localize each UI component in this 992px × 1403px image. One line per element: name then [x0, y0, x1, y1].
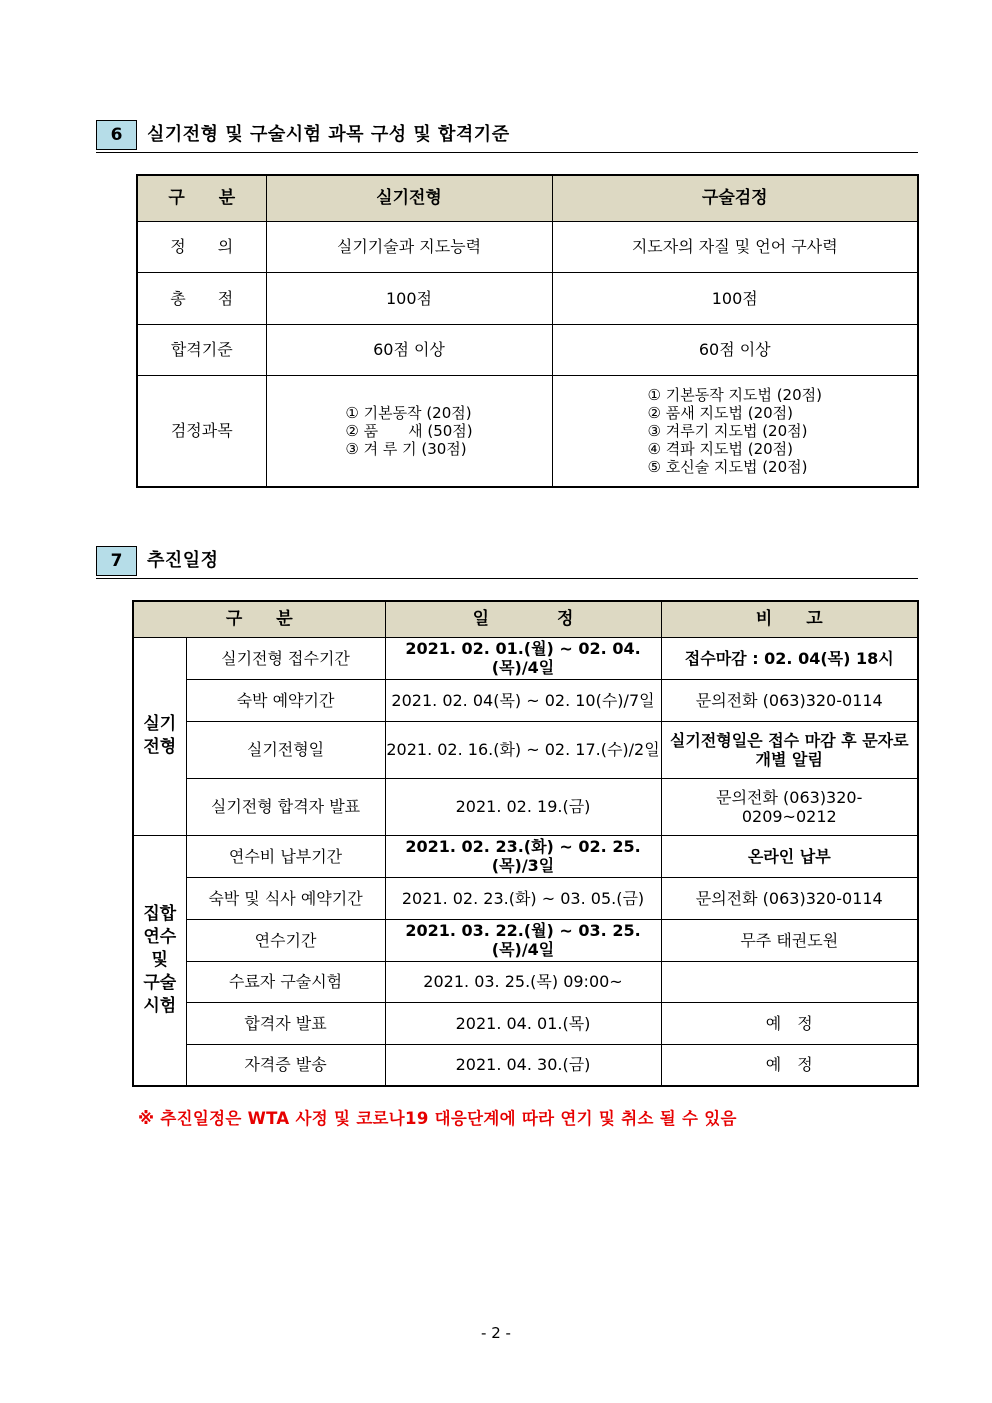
list-item: ① 기본동작 (20점)	[345, 403, 472, 422]
oral-subjects-cell	[552, 375, 918, 487]
remarks-cell: 예 정	[661, 1002, 918, 1044]
table-header-row	[133, 601, 918, 637]
practical-cell: 실기기술과 지도능력	[266, 221, 552, 272]
item-cell: 숙박 및 식사 예약기간	[186, 877, 385, 919]
list-item: ⑤ 호신술 지도법 (20점)	[647, 457, 808, 476]
date-cell: 2021. 03. 25.(목) 09:00~	[385, 961, 661, 1002]
remarks-cell: 접수마감 : 02. 04(목) 18시	[661, 637, 918, 679]
remarks-cell: 문의전화 (063)320-0114	[661, 679, 918, 721]
table-row	[133, 919, 918, 961]
list-item: ④ 격파 지도법 (20점)	[647, 439, 793, 458]
date-cell: 2021. 02. 23.(화) ~ 02. 25.(목)/3일	[385, 835, 661, 877]
remarks-cell: 무주 태권도원	[661, 919, 918, 961]
item-cell: 수료자 구술시험	[186, 961, 385, 1002]
group-label-training: 집합 연수 및 구술 시험	[133, 835, 186, 1086]
section-number: 7	[96, 546, 137, 576]
table-row	[137, 221, 918, 272]
oral-subject-list	[648, 386, 822, 476]
item-cell: 연수비 납부기간	[186, 835, 385, 877]
table-row	[133, 877, 918, 919]
header-category: 구 분	[137, 175, 266, 221]
header-remarks: 비 고	[661, 601, 918, 637]
remarks-cell	[661, 961, 918, 1002]
date-cell: 2021. 02. 19.(금)	[385, 778, 661, 835]
oral-cell: 100점	[552, 272, 918, 324]
item-cell: 실기전형 합격자 발표	[186, 778, 385, 835]
list-item: ② 품 새 (50점)	[345, 421, 473, 440]
table-header-row	[137, 175, 918, 221]
page-number: - 2 -	[481, 1324, 511, 1342]
list-item: ③ 겨루기 지도법 (20점)	[647, 421, 808, 440]
table-row	[133, 1002, 918, 1044]
table-row	[133, 637, 918, 679]
oral-cell: 60점 이상	[552, 324, 918, 375]
row-label: 정 의	[137, 221, 266, 272]
remarks-cell: 문의전화 (063)320-0114	[661, 877, 918, 919]
table-row	[133, 1044, 918, 1086]
section-7-header	[96, 546, 918, 579]
remarks-cell: 온라인 납부	[661, 835, 918, 877]
exam-criteria-table	[136, 174, 919, 488]
remarks-cell: 문의전화 (063)320-0209~0212	[661, 778, 918, 835]
header-practical: 실기전형	[266, 175, 552, 221]
table-row	[137, 375, 918, 487]
oral-cell: 지도자의 자질 및 언어 구사력	[552, 221, 918, 272]
item-cell: 연수기간	[186, 919, 385, 961]
remarks-cell: 예 정	[661, 1044, 918, 1086]
date-cell: 2021. 02. 23.(화) ~ 03. 05.(금)	[385, 877, 661, 919]
table-row	[133, 835, 918, 877]
item-cell: 합격자 발표	[186, 1002, 385, 1044]
row-label: 총 점	[137, 272, 266, 324]
header-schedule: 일 정	[385, 601, 661, 637]
list-item: ② 품새 지도법 (20점)	[647, 403, 793, 422]
row-label: 합격기준	[137, 324, 266, 375]
practical-subjects-cell	[266, 375, 552, 487]
section-title: 추진일정	[147, 550, 219, 571]
date-cell: 2021. 02. 04(목) ~ 02. 10(수)/7일	[385, 679, 661, 721]
remarks-cell: 실기전형일은 접수 마감 후 문자로 개별 알림	[661, 721, 918, 778]
row-label: 검정과목	[137, 375, 266, 487]
schedule-table	[132, 600, 919, 1087]
item-cell: 숙박 예약기간	[186, 679, 385, 721]
table-row	[137, 324, 918, 375]
section-6-header	[96, 120, 918, 153]
table-row	[137, 272, 918, 324]
header-oral: 구술검정	[552, 175, 918, 221]
table-row	[133, 961, 918, 1002]
item-cell: 자격증 발송	[186, 1044, 385, 1086]
practical-subject-list	[345, 404, 472, 458]
date-cell: 2021. 02. 01.(월) ~ 02. 04.(목)/4일	[385, 637, 661, 679]
list-item: ① 기본동작 지도법 (20점)	[647, 385, 822, 404]
table-row	[133, 721, 918, 778]
date-cell: 2021. 04. 01.(목)	[385, 1002, 661, 1044]
practical-cell: 60점 이상	[266, 324, 552, 375]
list-item: ③ 겨 루 기 (30점)	[345, 439, 467, 458]
date-cell: 2021. 02. 16.(화) ~ 02. 17.(수)/2일	[385, 721, 661, 778]
group-label-practical: 실기 전형	[133, 637, 186, 835]
item-cell: 실기전형 접수기간	[186, 637, 385, 679]
practical-cell: 100점	[266, 272, 552, 324]
table-row	[133, 679, 918, 721]
date-cell: 2021. 03. 22.(월) ~ 03. 25.(목)/4일	[385, 919, 661, 961]
table-row	[133, 778, 918, 835]
date-cell: 2021. 04. 30.(금)	[385, 1044, 661, 1086]
section-number: 6	[96, 120, 137, 150]
header-category: 구 분	[133, 601, 385, 637]
item-cell: 실기전형일	[186, 721, 385, 778]
schedule-notice: ※ 추진일정은 WTA 사정 및 코로나19 대응단계에 따라 연기 및 취소 될 수 있음	[138, 1109, 737, 1128]
section-title: 실기전형 및 구술시험 과목 구성 및 합격기준	[147, 124, 510, 145]
